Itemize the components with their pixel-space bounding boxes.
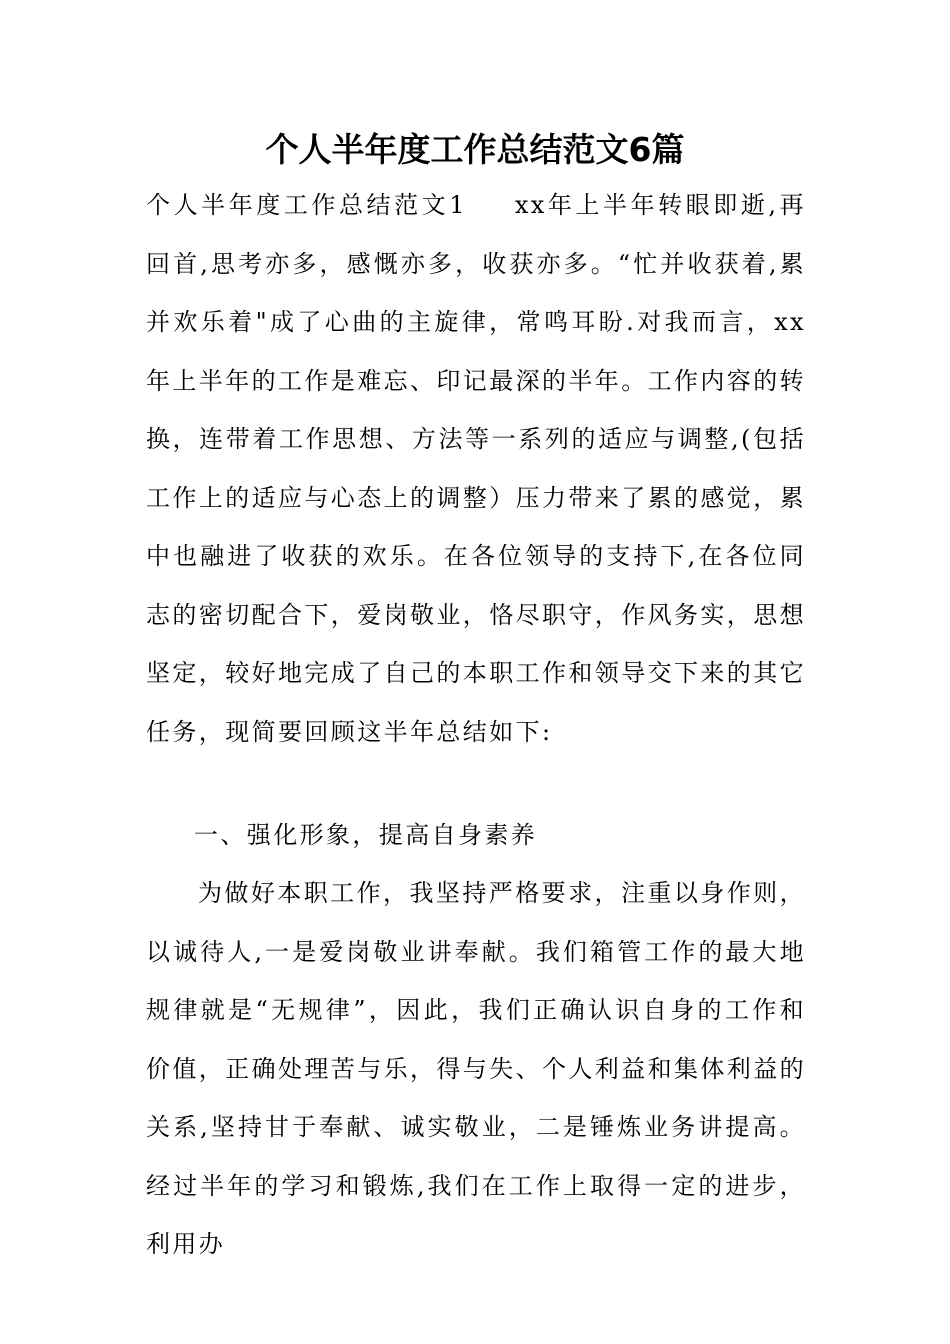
document-title: 个人半年度工作总结范文6篇 bbox=[265, 130, 685, 169]
intro-label: 个人半年度工作总结范文1 bbox=[146, 191, 467, 219]
section-heading-1: 一、强化形象，提高自身素养 bbox=[194, 821, 538, 849]
intro-paragraph bbox=[146, 176, 806, 761]
section-paragraph-1: 为做好本职工作，我坚持严格要求，注重以身作则，以诚待人,一是爱岗敬业讲奉献。我们箱管工作的最大地规律就是“无规律”，因此，我们正确认识自身的工作和价值，正确处理苦与乐，得与失、个人利益和集体利益的关系,坚持甘于奉献、诚实敬业，二是锤炼业务讲提高。经过半年的学习和锻炼,我们在工作上取得一定的进步，利用办 bbox=[146, 879, 806, 1258]
intro-text: xx年上半年转眼即逝,再回首,思考亦多，感慨亦多，收获亦多。“忙并收获着,累并欢乐着"成了心曲的主旋律，常鸣耳盼.对我而言，xx年上半年的工作是难忘、印记最深的半年。工作内容的转换，连带着工作思想、方法等一系列的适应与调整,(包括工作上的适应与心态上的调整）压力带来了累的感觉，累中也融进了收获的欢乐。在各位领导的支持下,在各位同志的密切配合下，爱岗敬业，恪尽职守，作风务实，思想坚定，较好地完成了自己的本职工作和领导交下来的其它任务，现简要回顾这半年总结如下: bbox=[146, 191, 807, 746]
